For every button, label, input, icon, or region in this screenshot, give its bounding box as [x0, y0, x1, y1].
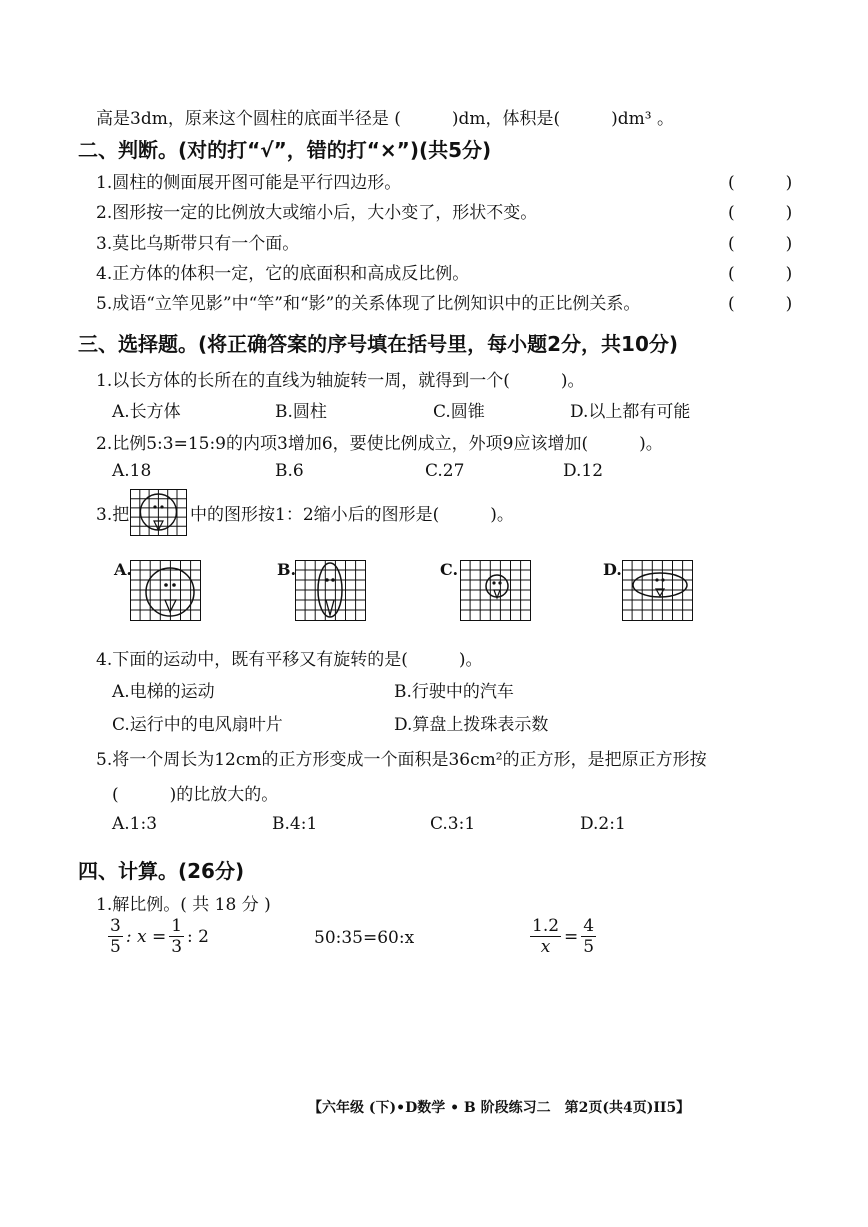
judge-answer-3[interactable]: ( ) — [728, 234, 793, 254]
q5-option-b[interactable]: B.4:1 — [272, 814, 318, 834]
eq1-fraction-left — [108, 916, 123, 957]
equation-3 — [530, 916, 596, 957]
choice-q2: 2.比例5:3=15:9的内项3增加6，要使比例成立，外项9应该增加( )。 — [96, 434, 663, 454]
q5-option-a[interactable]: A.1:3 — [112, 814, 158, 834]
q5-option-d[interactable]: D.2:1 — [580, 814, 626, 834]
continuation-line: 高是3dm，原来这个圆柱的底面半径是 ( )dm，体积是( )dm³ 。 — [96, 109, 674, 129]
choice-q3: 中的图形按1：2缩小后的图形是( )。 — [190, 505, 514, 525]
judge-answer-2[interactable]: ( ) — [728, 203, 793, 223]
section-3-title: 三、选择题。(将正确答案的序号填在括号里，每小题2分，共10分) — [78, 332, 679, 356]
judge-item-5: 5.成语“立竿见影”中“竿”和“影”的关系体现了比例知识中的正比例关系。 — [96, 294, 641, 314]
q3-option-c-label[interactable]: C. — [440, 560, 459, 579]
q3-option-b-label[interactable]: B. — [277, 560, 297, 579]
original-figure-grid — [130, 489, 188, 537]
section-4-title: 四、计算。(26分) — [78, 859, 245, 883]
q4-option-c[interactable]: C.运行中的电风扇叶片 — [112, 715, 283, 735]
choice-q3-prefix: 3.把 — [96, 505, 130, 525]
eq1-denominator-left: 5 — [110, 937, 121, 957]
q1-option-a[interactable]: A.长方体 — [112, 402, 181, 422]
eq3-fraction-left — [530, 916, 561, 957]
q3-option-d-figure[interactable] — [622, 560, 694, 622]
eq3-numerator-left: 1.2 — [532, 916, 560, 936]
q2-option-d[interactable]: D.12 — [563, 461, 604, 481]
judge-item-1: 1.圆柱的侧面展开图可能是平行四边形。 — [96, 173, 402, 193]
eq3-numerator-right: 4 — [583, 916, 595, 936]
judge-answer-1[interactable]: ( ) — [728, 173, 793, 193]
equation-1 — [108, 916, 209, 957]
judge-item-4: 4.正方体的体积一定，它的底面积和高成反比例。 — [96, 264, 470, 284]
section-2-title: 二、判断。(对的打“√”，错的打“×”)(共5分) — [78, 138, 492, 162]
eq1-numerator-left: 3 — [110, 916, 121, 936]
eq3-denominator-right: 5 — [583, 937, 595, 957]
eq3-fraction-right — [581, 916, 596, 957]
judge-answer-5[interactable]: ( ) — [728, 294, 793, 314]
eq3-denominator-left: x — [540, 937, 551, 957]
choice-q1: 1.以长方体的长所在的直线为轴旋转一周，就得到一个( )。 — [96, 371, 585, 391]
q1-option-d[interactable]: D.以上都有可能 — [570, 402, 691, 422]
q4-option-b[interactable]: B.行驶中的汽车 — [394, 682, 514, 702]
q3-option-b-figure[interactable] — [295, 560, 367, 622]
q3-option-c-figure[interactable] — [460, 560, 532, 622]
solve-proportion-heading: 1.解比例。( 共 18 分 ) — [96, 895, 271, 915]
q2-option-b[interactable]: B.6 — [275, 461, 304, 481]
eq1-middle: : x = — [125, 926, 167, 947]
eq1-denominator-right: 3 — [171, 937, 183, 957]
choice-q5-line-2: ( )的比放大的。 — [112, 785, 279, 805]
q4-option-d[interactable]: D.算盘上拨珠表示数 — [394, 715, 549, 735]
equation-2: 50:35=60:x — [314, 928, 415, 948]
q3-option-d-label[interactable]: D. — [603, 560, 622, 579]
eq1-fraction-right — [169, 916, 184, 957]
q5-option-c[interactable]: C.3:1 — [430, 814, 476, 834]
page-footer: 【六年级 (下)•D数学 • B 阶段练习二 第2页(共4页)II5】 — [308, 1100, 691, 1116]
q2-option-c[interactable]: C.27 — [425, 461, 465, 481]
choice-q5-line-1: 5.将一个周长为12cm的正方形变成一个面积是36cm²的正方形，是把原正方形按 — [96, 750, 707, 770]
q4-option-a[interactable]: A.电梯的运动 — [112, 682, 215, 702]
q1-option-b[interactable]: B.圆柱 — [275, 402, 327, 422]
choice-q4: 4.下面的运动中，既有平移又有旋转的是( )。 — [96, 650, 483, 670]
eq1-numerator-right: 1 — [171, 916, 183, 936]
q2-option-a[interactable]: A.18 — [112, 461, 152, 481]
judge-item-2: 2.图形按一定的比例放大或缩小后，大小变了，形状不变。 — [96, 203, 538, 223]
eq1-tail: : 2 — [187, 926, 209, 947]
q3-option-a-figure[interactable] — [130, 560, 202, 622]
q1-option-c[interactable]: C.圆锥 — [433, 402, 485, 422]
q3-option-a-label[interactable]: A. — [114, 560, 132, 579]
eq3-equals: = — [564, 926, 579, 947]
judge-answer-4[interactable]: ( ) — [728, 264, 793, 284]
judge-item-3: 3.莫比乌斯带只有一个面。 — [96, 234, 300, 254]
